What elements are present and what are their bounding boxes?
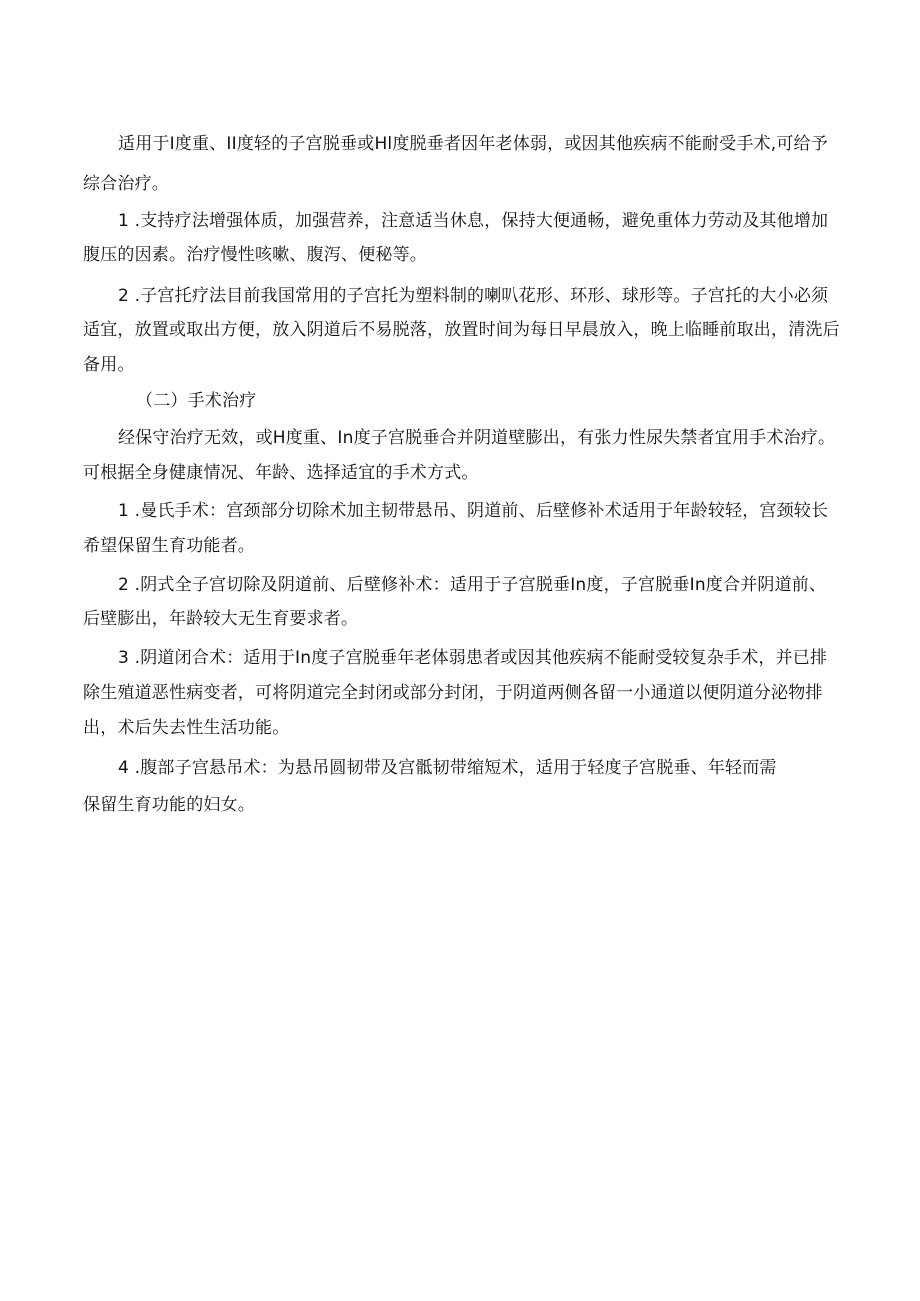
intro-line-1: 适用于I度重、II度轻的子宫脱垂或Hl度脱垂者因年老体弱，或因其他疾病不能耐受手术,可给予	[118, 134, 828, 154]
surgery-heading: （二）手术治疗	[136, 391, 257, 411]
support-therapy-line-2: 腹压的因素。治疗慢性咳嗽、腹泻、便秘等。	[83, 245, 427, 265]
surgery-intro-line-1: 经保守治疗无效，或H度重、In度子宫脱垂合并阴道壁膨出，有张力性尿失禁者宜用手术治疗。	[118, 428, 836, 448]
colpocleisis-line-3: 出，术后失去性生活功能。	[83, 718, 290, 738]
vaginal-hysterectomy-line-2: 后壁膨出，年龄较大无生育要求者。	[83, 609, 359, 629]
surgery-intro-line-2: 可根据全身健康情况、年龄、选择适宜的手术方式。	[83, 463, 479, 483]
pessary-therapy-line-2: 适宜，放置或取出方便，放入阴道后不易脱落，放置时间为每日早晨放入，晚上临睡前取出，清洗后	[83, 320, 840, 340]
manchester-line-2: 希望保留生育功能者。	[83, 536, 255, 556]
manchester-line-1: 1 .曼氏手术：宫颈部分切除术加主韧带悬吊、阴道前、后壁修补术适用于年龄较轻，宫颈较长	[118, 501, 829, 521]
pessary-therapy-line-1: 2 .子宫托疗法目前我国常用的子宫托为塑料制的喇叭花形、环形、球形等。子宫托的大小必须	[118, 286, 829, 306]
abdominal-suspension-line-2: 保留生育功能的妇女。	[83, 795, 255, 815]
intro-line-2: 综合治疗。	[83, 174, 169, 194]
pessary-therapy-line-3: 备用。	[83, 355, 135, 375]
support-therapy-line-1: 1 .支持疗法增强体质，加强营养，注意适当休息，保持大便通畅，避免重体力劳动及其他增加	[118, 211, 829, 231]
colpocleisis-line-2: 除生殖道恶性病变者，可将阴道完全封闭或部分封闭，于阴道两侧各留一小通道以便阴道分泌物排	[83, 683, 823, 703]
colpocleisis-line-1: 3 .阴道闭合术：适用于In度子宫脱垂年老体弱患者或因其他疾病不能耐受较复杂手术，并已排	[118, 648, 828, 668]
vaginal-hysterectomy-line-1: 2 .阴式全子宫切除及阴道前、后壁修补术：适用于子宫脱垂In度，子宫脱垂In度合并阴道前、	[118, 575, 827, 595]
abdominal-suspension-line-1: 4 .腹部子宫悬吊术：为悬吊圆韧带及宫骶韧带缩短术，适用于轻度子宫脱垂、年轻而需	[118, 758, 777, 778]
